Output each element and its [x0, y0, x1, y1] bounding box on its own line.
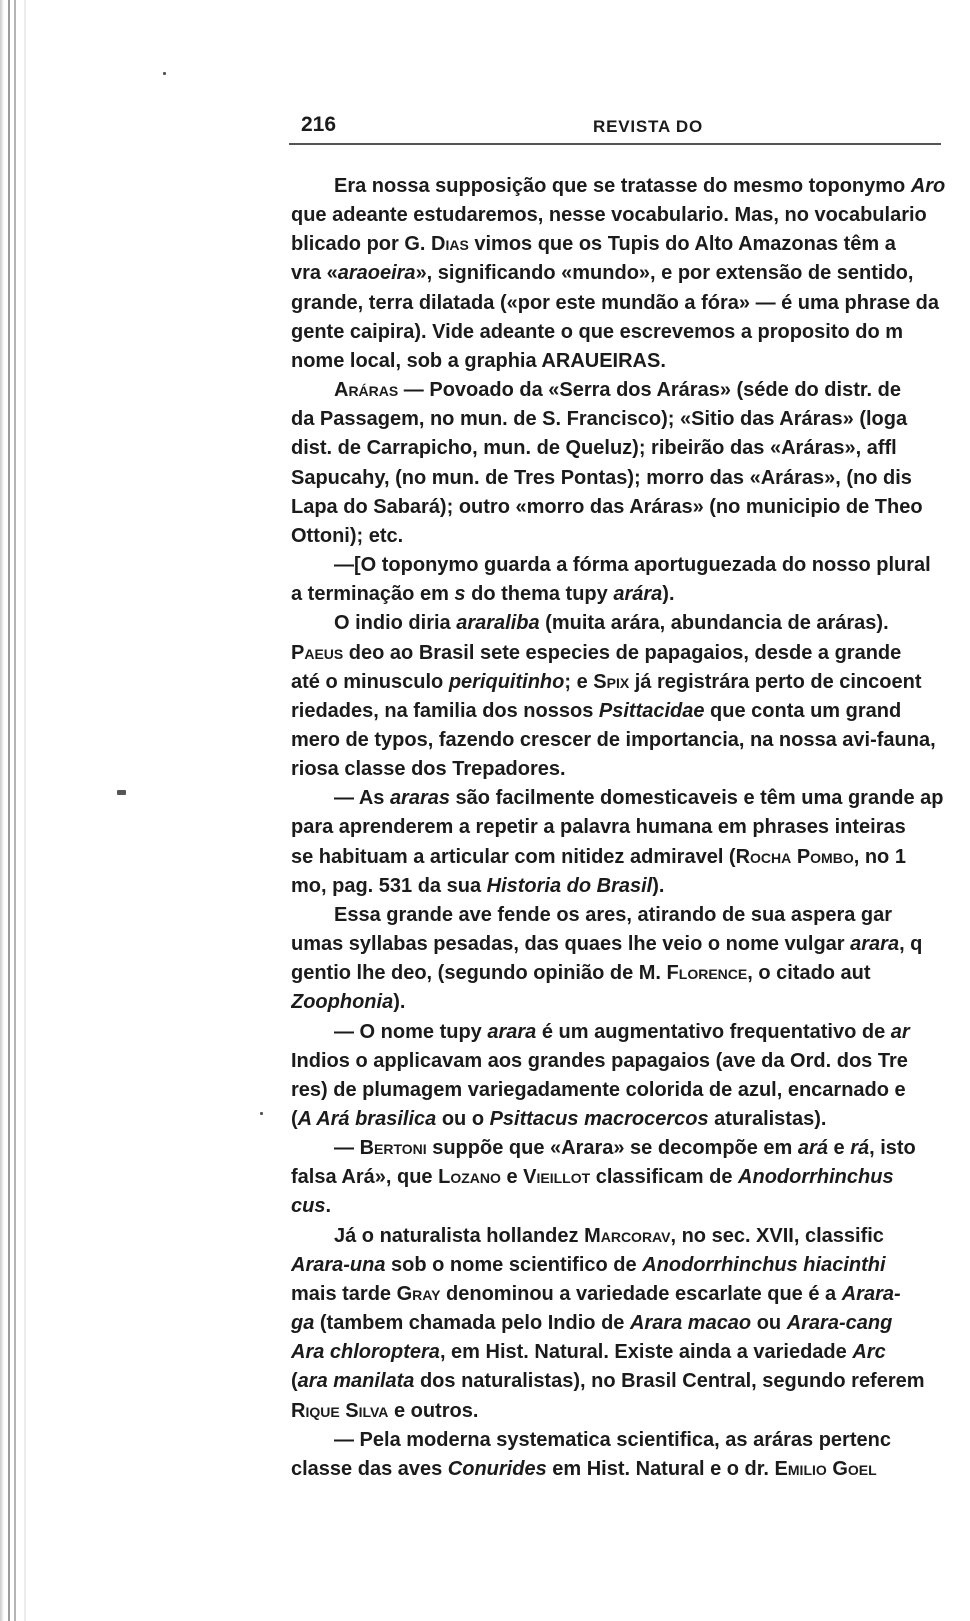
body-text: [291, 172, 946, 1612]
page-number: 216: [301, 113, 337, 136]
text-run: — As: [334, 787, 390, 810]
text-line: [291, 434, 946, 463]
text-run: sob o nome scientifico de: [385, 1253, 643, 1276]
text-line: [291, 843, 946, 872]
text-line: [291, 259, 946, 288]
text-run: », significando «mundo», e por extensão de sentido,: [415, 262, 914, 285]
text-run: Rique Silva: [291, 1399, 389, 1422]
text-line: [291, 726, 946, 755]
text-run: arara: [850, 933, 900, 956]
text-run: ará: [797, 1137, 828, 1160]
text-run: denominou a variedade escarlate que é a: [440, 1282, 842, 1305]
paragraph: [291, 1222, 946, 1426]
text-line: [291, 405, 946, 434]
text-line: [291, 580, 946, 609]
page-header: [301, 113, 941, 137]
text-run: ).: [652, 874, 665, 897]
text-line: [291, 1222, 946, 1251]
text-run: até o minusculo: [291, 670, 449, 693]
text-run: res) de plumagem variegadamente colorida de azul, encarnado e: [291, 1078, 906, 1101]
text-run: ga: [291, 1312, 315, 1335]
text-run: Rocha Pombo: [735, 845, 854, 868]
text-run: Já o naturalista hollandez: [334, 1224, 585, 1247]
text-run: —[O toponymo guarda a fórma aportuguezada do nosso plural: [334, 554, 931, 577]
text-run: Aro: [910, 175, 946, 197]
text-run: classe das aves: [291, 1457, 448, 1480]
text-line: [291, 230, 946, 259]
text-run: Arc: [852, 1341, 886, 1364]
text-run: riedades, na familia dos nossos: [291, 699, 599, 722]
text-run: dos naturalistas), no Brasil Central, segundo referem: [414, 1370, 925, 1393]
text-run: gentio lhe deo, (segundo opinião de M.: [291, 962, 667, 985]
text-run: já registrára perto de cincoent: [629, 670, 922, 693]
text-line: [291, 1076, 946, 1105]
text-run: a terminação em: [291, 583, 455, 606]
text-run: , em Hist. Natural. Existe ainda a variedade: [439, 1341, 853, 1364]
text-run: ara manilata: [297, 1370, 415, 1393]
text-line: [291, 988, 946, 1017]
text-run: é um augmentativo frequentativo de: [536, 1020, 891, 1043]
text-run: , no sec. XVII, classific: [670, 1224, 884, 1247]
text-line: [291, 201, 946, 230]
paragraph: [291, 551, 946, 609]
running-title: REVISTA DO: [593, 117, 704, 136]
text-run: gente caipira). Vide adeante o que escrevemos a proposito do m: [291, 320, 904, 343]
text-line: [291, 872, 946, 901]
text-run: A Ará brasilica: [297, 1108, 437, 1130]
text-run: (tambem chamada pelo Indio de: [314, 1312, 630, 1335]
paragraph: [291, 1134, 946, 1221]
text-run: Spix: [593, 670, 630, 693]
text-run: falsa Ará», que: [291, 1166, 439, 1189]
paragraph: [291, 172, 946, 376]
text-line: [291, 930, 946, 959]
text-run: Aráras: [334, 379, 399, 402]
text-run: (: [291, 1370, 298, 1393]
text-line: [291, 813, 946, 842]
text-run: e outros.: [388, 1399, 479, 1422]
header-rule: [289, 143, 941, 149]
book-binding-edge: [0, 0, 26, 1621]
text-run: araras: [389, 787, 450, 810]
text-run: blicado por G.: [291, 233, 432, 256]
text-run: , o citado aut: [747, 962, 871, 985]
text-line: [291, 1455, 946, 1484]
text-run: O indio diria: [334, 612, 457, 635]
text-line: [291, 1426, 946, 1455]
text-run: Arara macao: [629, 1312, 752, 1335]
text-run: e: [827, 1137, 851, 1160]
ink-speck: [260, 1112, 263, 1115]
text-line: [291, 901, 946, 930]
text-line: [291, 1047, 946, 1076]
text-run: são facilmente domesticaveis e têm uma grande ap: [450, 787, 944, 810]
text-run: Psittacus macrocercos: [489, 1108, 709, 1130]
paragraph: [291, 1018, 946, 1135]
text-run: Ottoni); etc.: [291, 524, 404, 547]
text-line: [291, 1280, 946, 1309]
text-run: riosa classe dos Trepadores.: [291, 758, 566, 781]
text-run: que conta um grand: [704, 699, 902, 722]
text-run: Florence: [666, 962, 748, 985]
text-run: ).: [393, 991, 406, 1014]
text-run: nome local, sob a graphia ARAUEIRAS.: [291, 349, 666, 372]
text-run: Indios o applicavam aos grandes papagaios (ave da Ord. dos Tre: [291, 1049, 908, 1072]
text-run: araraliba: [456, 612, 540, 635]
text-run: — O nome tupy: [334, 1020, 488, 1043]
text-run: (: [291, 1108, 298, 1130]
text-line: [291, 668, 946, 697]
text-line: [291, 376, 946, 405]
text-line: [291, 784, 946, 813]
text-line: [291, 493, 946, 522]
text-line: [291, 551, 946, 580]
text-run: —: [334, 1137, 360, 1160]
text-run: periquitinho: [448, 670, 565, 693]
text-run: Paeus: [291, 641, 344, 664]
text-line: [291, 1338, 946, 1367]
text-run: da Passagem, no mun. de S. Francisco); «Sitio das Aráras» (loga: [291, 408, 908, 431]
text-line: [291, 464, 946, 493]
text-run: suppõe que «Arara» se decompõe em: [426, 1137, 798, 1160]
text-line: [291, 347, 946, 376]
text-run: do thema tupy: [465, 583, 614, 606]
text-line: [291, 318, 946, 347]
text-run: mais tarde: [291, 1282, 397, 1305]
ink-speck: [117, 790, 126, 795]
paragraph: [291, 784, 946, 901]
text-run: Psittacidae: [598, 699, 705, 722]
text-run: arara: [487, 1020, 537, 1043]
text-run: em Hist. Natural e o dr.: [546, 1457, 775, 1480]
text-run: s: [454, 583, 466, 606]
text-run: cus: [291, 1195, 326, 1218]
paragraph: [291, 1426, 946, 1484]
text-run: Zoophonia: [291, 991, 394, 1014]
text-line: [291, 1251, 946, 1280]
paragraph: [291, 609, 946, 784]
text-run: Bertoni: [359, 1137, 427, 1160]
text-line: [291, 289, 946, 318]
text-run: ou o: [436, 1108, 490, 1130]
text-run: (muita arára, abundancia de aráras).: [539, 612, 889, 635]
text-line: [291, 755, 946, 784]
text-run: Arara-: [841, 1282, 901, 1305]
text-run: Sapucahy, (no mun. de Tres Pontas); morro das «Aráras», (no dis: [291, 466, 912, 489]
text-run: que adeante estudaremos, nesse vocabulario. Mas, no vocabulario: [291, 204, 927, 227]
text-run: — Povoado da «Serra dos Aráras» (séde do distr. de: [398, 379, 901, 402]
text-run: Dias: [431, 233, 469, 256]
text-run: — Pela moderna systematica scientifica, as aráras pertenc: [334, 1428, 891, 1451]
text-run: mo, pag. 531 da sua: [291, 874, 487, 897]
text-line: [291, 1018, 946, 1047]
text-run: Lozano: [438, 1166, 501, 1189]
text-run: Arara-una: [291, 1253, 386, 1276]
text-line: [291, 959, 946, 988]
text-line: [291, 609, 946, 638]
text-run: mero de typos, fazendo crescer de importancia, na nossa avi-fauna,: [291, 728, 936, 751]
text-run: Arara-cang: [786, 1312, 893, 1335]
text-run: rá: [850, 1137, 870, 1160]
text-run: ; e: [564, 670, 594, 693]
text-run: vimos que os Tupis do Alto Amazonas têm a: [468, 233, 896, 256]
text-run: umas syllabas pesadas, das quaes lhe veio o nome vulgar: [291, 933, 851, 956]
text-line: [291, 522, 946, 551]
text-line: [291, 1163, 946, 1192]
text-run: .: [325, 1195, 332, 1218]
paragraph: [291, 376, 946, 551]
text-run: Era nossa supposição que se tratasse do mesmo toponymo: [334, 175, 911, 197]
text-run: Vieillot: [523, 1166, 591, 1189]
paragraph: [291, 901, 946, 1018]
text-run: Emilio Goel: [774, 1457, 877, 1480]
text-run: aturalistas).: [708, 1108, 827, 1130]
text-run: , no 1: [853, 845, 906, 868]
text-line: [291, 1105, 946, 1134]
text-line: [291, 639, 946, 668]
text-run: Anodorrhinchus hiacinthi: [642, 1253, 886, 1276]
text-line: [291, 1134, 946, 1163]
text-line: [291, 172, 946, 201]
text-line: [291, 1397, 946, 1426]
text-run: para aprenderem a repetir a palavra humana em phrases inteiras: [291, 816, 906, 839]
text-run: ).: [662, 583, 675, 606]
ink-speck: [163, 72, 166, 75]
text-run: , q: [899, 933, 923, 956]
text-run: , isto: [869, 1137, 916, 1160]
text-run: dist. de Carrapicho, mun. de Queluz); ribeirão das «Aráras», affl: [291, 437, 897, 460]
text-line: [291, 1309, 946, 1338]
text-run: Ara chloroptera: [291, 1341, 440, 1364]
text-line: [291, 1367, 946, 1396]
text-run: Historia do Brasil: [486, 874, 653, 897]
text-run: vra «: [291, 262, 338, 285]
text-run: deo ao Brasil sete especies de papagaios, desde a grande: [343, 641, 902, 664]
text-run: araoeira: [337, 262, 416, 285]
text-run: Gray: [396, 1282, 441, 1305]
text-line: [291, 697, 946, 726]
text-run: ou: [751, 1312, 787, 1335]
text-run: ar: [890, 1020, 910, 1043]
text-run: Anodorrhinchus: [738, 1166, 894, 1189]
text-run: classificam de: [590, 1166, 739, 1189]
text-run: Conurides: [447, 1457, 547, 1480]
text-run: e: [500, 1166, 524, 1189]
text-run: grande, terra dilatada («por este mundão a fóra» — é uma phrase da: [291, 291, 939, 314]
text-line: [291, 1192, 946, 1221]
text-run: Marcorav: [584, 1224, 671, 1247]
text-run: se habituam a articular com nitidez admiravel (: [291, 845, 736, 868]
text-run: arára: [613, 583, 663, 606]
text-run: Essa grande ave fende os ares, atirando de sua aspera gar: [334, 903, 893, 926]
text-run: Lapa do Sabará); outro «morro das Aráras» (no municipio de Theo: [291, 495, 923, 518]
